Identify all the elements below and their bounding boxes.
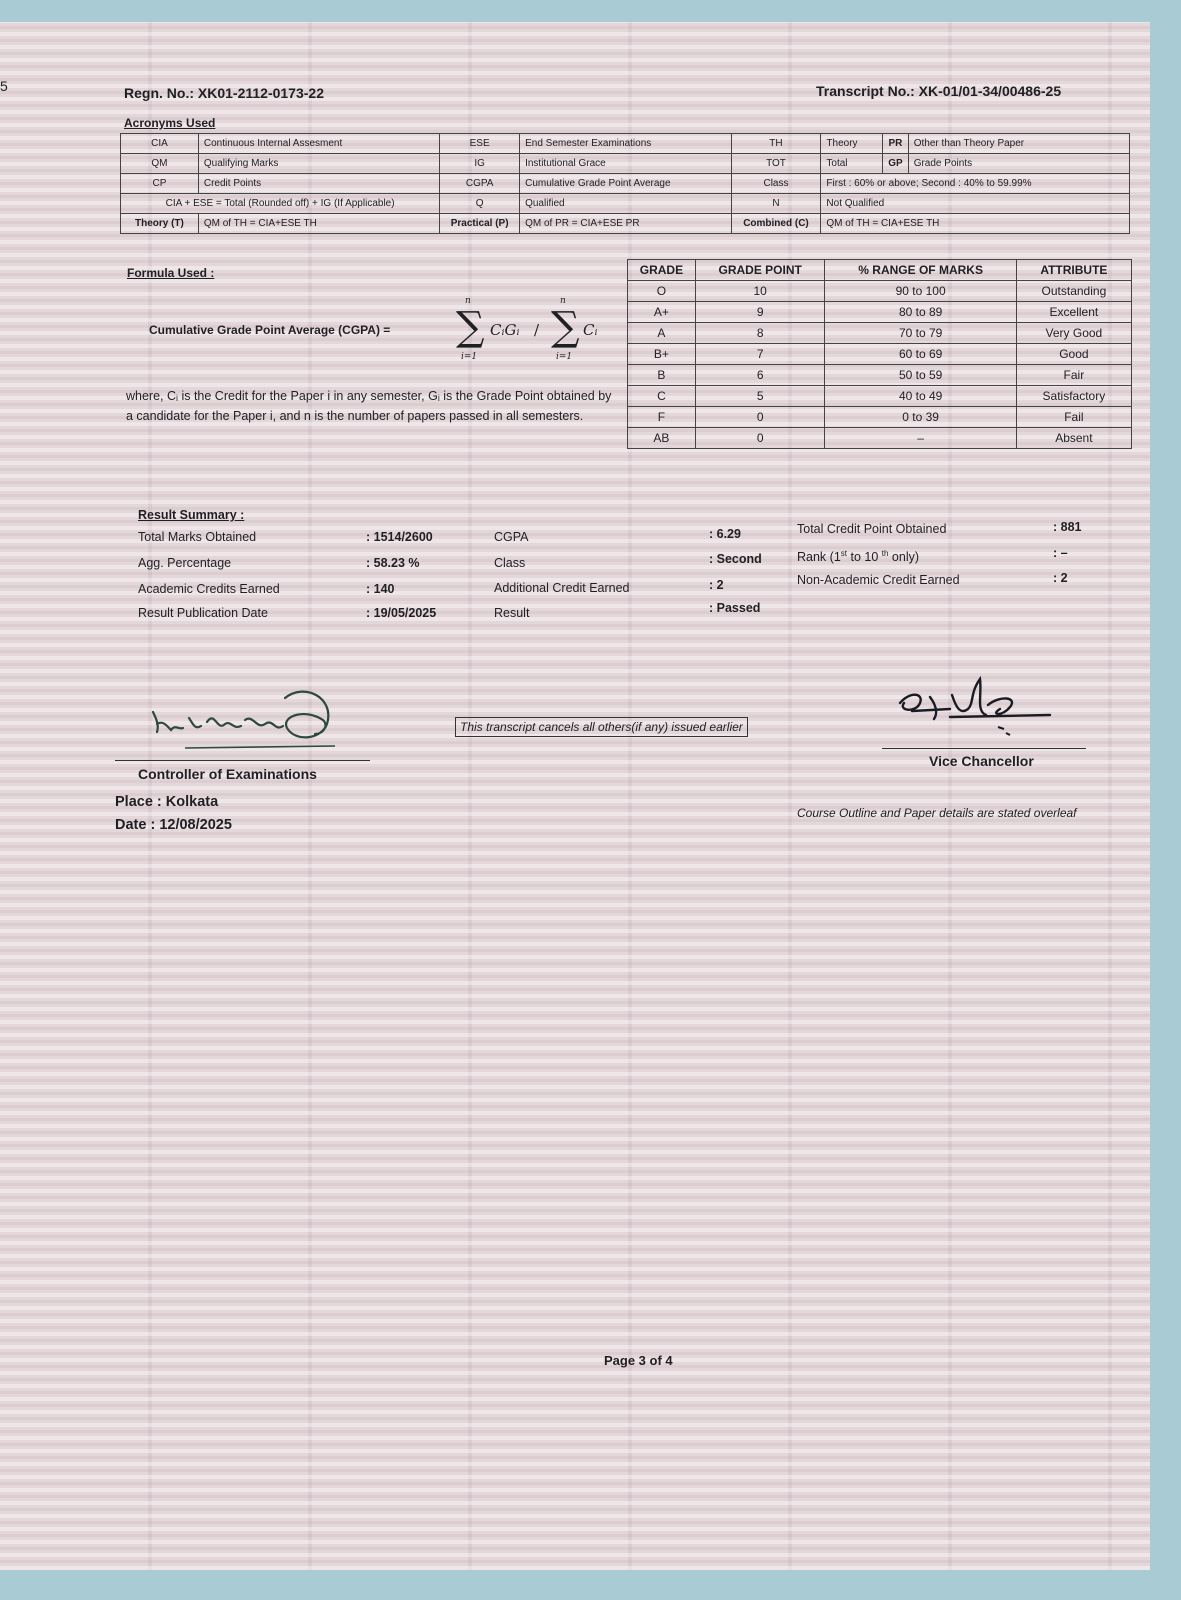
grade-attribute-cell: Excellent bbox=[1016, 302, 1131, 323]
rank-label bbox=[797, 549, 919, 564]
rank-sup-first: st bbox=[840, 549, 848, 558]
total-credit-point-label: Total Credit Point Obtained bbox=[797, 522, 947, 536]
grade-row bbox=[628, 386, 1132, 407]
sum-upper-limit: n bbox=[465, 296, 471, 306]
acronym-cell: End Semester Examinations bbox=[520, 134, 731, 154]
grade-point-cell: 9 bbox=[695, 302, 825, 323]
agg-percentage-label: Agg. Percentage bbox=[138, 556, 232, 570]
acronym-cell: Institutional Grace bbox=[520, 154, 731, 174]
registration-number: Regn. No.: XK01-2112-0173-22 bbox=[124, 85, 324, 101]
acronym-cell: PR bbox=[883, 134, 908, 154]
grade-point-cell: 7 bbox=[695, 344, 825, 365]
cgpa-formula-label: Cumulative Grade Point Average (CGPA) = bbox=[149, 323, 391, 337]
class-value: : Second bbox=[709, 552, 762, 566]
grade-cell: C bbox=[628, 386, 696, 407]
controller-signature-line bbox=[115, 760, 370, 761]
acronym-row bbox=[121, 214, 1130, 234]
rank-sup-tenth: th bbox=[881, 549, 889, 558]
rank-label-post: only) bbox=[888, 550, 920, 565]
grade-row bbox=[628, 407, 1132, 428]
acronym-cell: Grade Points bbox=[908, 154, 1129, 174]
grade-range-cell: 90 to 100 bbox=[825, 281, 1016, 302]
grade-cell: B+ bbox=[628, 344, 696, 365]
acronym-cell: IG bbox=[440, 154, 520, 174]
grade-row bbox=[628, 365, 1132, 386]
overleaf-note: Course Outline and Paper details are stated overleaf bbox=[797, 806, 1077, 820]
grade-row bbox=[628, 302, 1132, 323]
grade-range-cell: 0 to 39 bbox=[825, 407, 1016, 428]
grade-row bbox=[628, 344, 1132, 365]
grade-range-cell: 60 to 69 bbox=[825, 344, 1016, 365]
acronym-row bbox=[121, 174, 1130, 194]
sum-upper-limit: n bbox=[560, 296, 566, 306]
total-marks-label: Total Marks Obtained bbox=[138, 530, 257, 544]
acronym-cell: CIA bbox=[121, 134, 199, 154]
grade-point-cell: 0 bbox=[695, 407, 825, 428]
acronym-cell: ESE bbox=[440, 134, 520, 154]
grade-row bbox=[628, 323, 1132, 344]
grade-point-cell: 5 bbox=[695, 386, 825, 407]
grade-point-cell: 0 bbox=[695, 428, 825, 449]
additional-credit-value: : 2 bbox=[709, 578, 724, 592]
acronym-cell: CIA + ESE = Total (Rounded off) + IG (If Applicable) bbox=[121, 194, 440, 214]
formula-slash: / bbox=[534, 321, 540, 339]
publication-date-label: Result Publication Date bbox=[138, 606, 268, 620]
controller-title: Controller of Examinations bbox=[138, 766, 317, 782]
grade-cell: O bbox=[628, 281, 696, 302]
acronym-cell: QM bbox=[121, 154, 199, 174]
total-credit-point-value: : 881 bbox=[1053, 520, 1082, 534]
acronym-cell: First : 60% or above; Second : 40% to 59.99% bbox=[821, 174, 1130, 194]
acronym-cell: Continuous Internal Assesment bbox=[198, 134, 439, 154]
acronym-cell: TOT bbox=[731, 154, 821, 174]
sum-symbol: ∑ bbox=[456, 304, 485, 350]
grade-attribute-cell: Satisfactory bbox=[1016, 386, 1131, 407]
result-summary-title: Result Summary : bbox=[138, 508, 245, 522]
grade-cell: B bbox=[628, 365, 696, 386]
grade-cell: A bbox=[628, 323, 696, 344]
vice-chancellor-signature bbox=[890, 675, 1060, 745]
non-academic-credit-label: Non-Academic Credit Earned bbox=[797, 573, 960, 587]
grade-range-cell: – bbox=[825, 428, 1016, 449]
publication-date-value: : 19/05/2025 bbox=[366, 606, 437, 620]
acronym-cell: N bbox=[731, 194, 821, 214]
cgpa-value: : 6.29 bbox=[709, 527, 741, 541]
class-label: Class bbox=[494, 556, 526, 570]
rank-label-mid: to 10 bbox=[847, 550, 882, 565]
acronym-cell: Not Qualified bbox=[821, 194, 1130, 214]
acronym-cell: Q bbox=[440, 194, 520, 214]
grade-header-cell: % RANGE OF MARKS bbox=[825, 260, 1016, 281]
academic-credits-value: : 140 bbox=[366, 582, 395, 596]
acronym-cell: Combined (C) bbox=[731, 214, 821, 234]
sum-lower-limit: i=1 bbox=[461, 352, 478, 362]
grade-attribute-cell: Very Good bbox=[1016, 323, 1131, 344]
rank-value: : – bbox=[1053, 546, 1068, 560]
grade-range-cell: 40 to 49 bbox=[825, 386, 1016, 407]
rank-label-pre: Rank (1 bbox=[797, 550, 841, 565]
grade-range-cell: 70 to 79 bbox=[825, 323, 1016, 344]
acronym-cell: TH bbox=[731, 134, 821, 154]
date: Date : 12/08/2025 bbox=[115, 817, 232, 833]
acronym-cell: Qualifying Marks bbox=[198, 154, 439, 174]
academic-credits-label: Academic Credits Earned bbox=[138, 582, 280, 596]
cancel-notice: This transcript cancels all others(if any) issued earlier bbox=[455, 717, 748, 737]
formula-numerator: CᵢGᵢ bbox=[490, 321, 520, 339]
acronym-cell: GP bbox=[883, 154, 908, 174]
grade-header-cell: ATTRIBUTE bbox=[1016, 260, 1131, 281]
grade-header-cell: GRADE POINT bbox=[695, 260, 825, 281]
grade-header-cell: GRADE bbox=[628, 260, 696, 281]
sum-lower-limit: i=1 bbox=[556, 352, 573, 362]
acronym-cell: Other than Theory Paper bbox=[908, 134, 1129, 154]
acronym-cell: QM of TH = CIA+ESE TH bbox=[821, 214, 1130, 234]
result-label: Result bbox=[494, 606, 530, 620]
acronyms-table bbox=[120, 133, 1130, 234]
controller-signature bbox=[145, 680, 345, 755]
formula-denominator: Cᵢ bbox=[583, 321, 598, 339]
acronym-cell: Qualified bbox=[520, 194, 731, 214]
total-marks-value: : 1514/2600 bbox=[366, 530, 433, 544]
grade-attribute-cell: Outstanding bbox=[1016, 281, 1131, 302]
formula-explanation: where, Cᵢ is the Credit for the Paper i in any semester, Gᵢ is the Grade Point obtained by a candidate for the Paper i, and n is the number of papers passed in all semesters. bbox=[126, 389, 612, 423]
acronym-cell: CGPA bbox=[440, 174, 520, 194]
result-value: : Passed bbox=[709, 601, 761, 615]
additional-credit-label: Additional Credit Earned bbox=[494, 581, 630, 595]
acronym-cell: Total bbox=[821, 154, 883, 174]
acronym-cell: Credit Points bbox=[198, 174, 439, 194]
non-academic-credit-value: : 2 bbox=[1053, 571, 1068, 585]
grade-table-header bbox=[628, 260, 1132, 281]
grade-attribute-cell: Fail bbox=[1016, 407, 1131, 428]
edge-mark: 5 bbox=[0, 78, 8, 94]
page-number: Page 3 of 4 bbox=[604, 1353, 673, 1368]
acronym-cell: CP bbox=[121, 174, 199, 194]
grade-cell: A+ bbox=[628, 302, 696, 323]
vice-chancellor-title: Vice Chancellor bbox=[929, 753, 1034, 769]
grade-table bbox=[627, 259, 1132, 449]
grade-range-cell: 50 to 59 bbox=[825, 365, 1016, 386]
vice-chancellor-signature-line bbox=[882, 748, 1086, 749]
acronym-cell: QM of PR = CIA+ESE PR bbox=[520, 214, 731, 234]
acronym-row bbox=[121, 134, 1130, 154]
grade-cell: F bbox=[628, 407, 696, 428]
acronym-row bbox=[121, 194, 1130, 214]
place: Place : Kolkata bbox=[115, 794, 219, 810]
acronym-cell: Cumulative Grade Point Average bbox=[520, 174, 731, 194]
acronym-cell: Class bbox=[731, 174, 821, 194]
acronym-cell: QM of TH = CIA+ESE TH bbox=[198, 214, 439, 234]
grade-cell: AB bbox=[628, 428, 696, 449]
acronyms-title: Acronyms Used bbox=[124, 116, 216, 130]
acronym-row bbox=[121, 154, 1130, 174]
agg-percentage-value: : 58.23 % bbox=[366, 556, 420, 570]
grade-point-cell: 8 bbox=[695, 323, 825, 344]
transcript-number: Transcript No.: XK-01/01-34/00486-25 bbox=[816, 83, 1062, 99]
grade-attribute-cell: Absent bbox=[1016, 428, 1131, 449]
grade-attribute-cell: Fair bbox=[1016, 365, 1131, 386]
grade-range-cell: 80 to 89 bbox=[825, 302, 1016, 323]
sum-symbol: ∑ bbox=[551, 304, 580, 350]
grade-attribute-cell: Good bbox=[1016, 344, 1131, 365]
acronym-cell: Theory bbox=[821, 134, 883, 154]
formula-title: Formula Used : bbox=[127, 266, 215, 280]
cgpa-label: CGPA bbox=[494, 530, 529, 544]
grade-point-cell: 6 bbox=[695, 365, 825, 386]
grade-row bbox=[628, 281, 1132, 302]
acronym-cell: Theory (T) bbox=[121, 214, 199, 234]
acronym-cell: Practical (P) bbox=[440, 214, 520, 234]
grade-point-cell: 10 bbox=[695, 281, 825, 302]
grade-row bbox=[628, 428, 1132, 449]
